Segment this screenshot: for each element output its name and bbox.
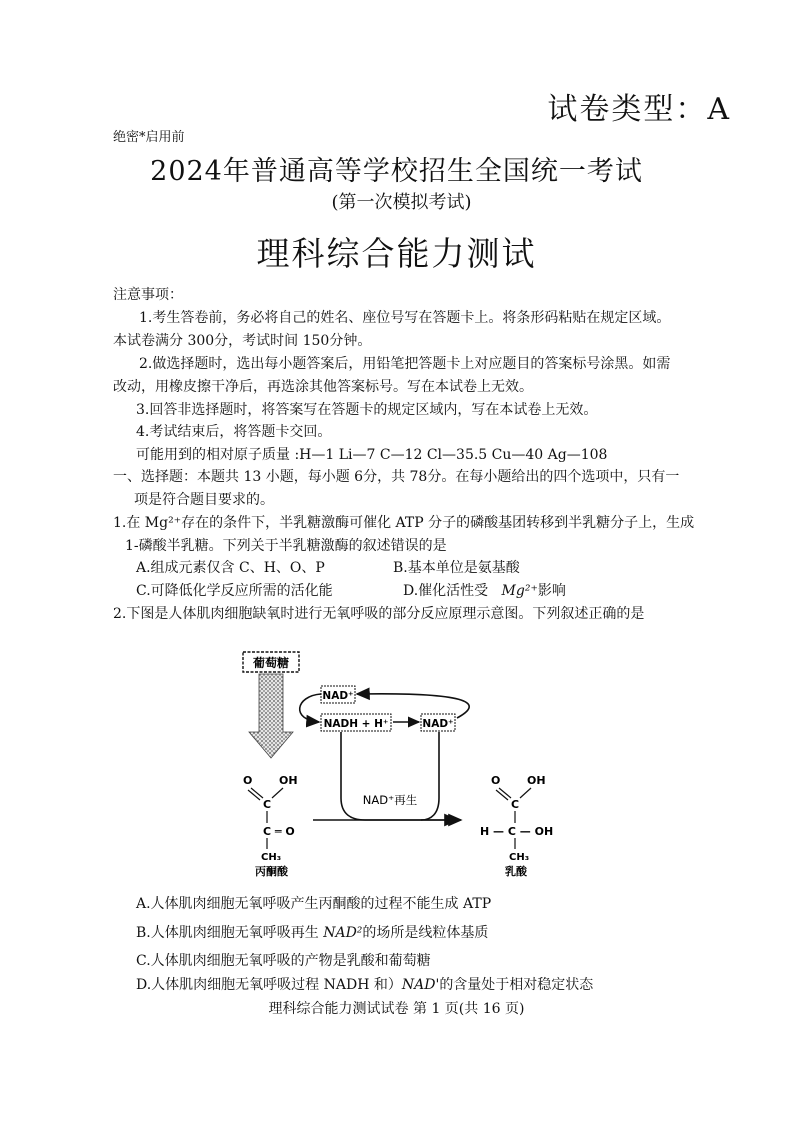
- q2-option-d-nad: NAD': [401, 977, 440, 993]
- notice-item-2a: 2.做选择题时，选出每小题答案后，用铅笔把答题卡上对应题目的答案标号涂黑。如需: [139, 356, 671, 372]
- pyruvate-OH: OH: [279, 774, 298, 787]
- nad-reduction-arrow: [300, 694, 321, 722]
- q2-option-b-suffix: 的场所是线粒体基质: [362, 925, 489, 941]
- notice-item-4: 4.考试结束后，将答题卡交回。: [136, 424, 332, 440]
- q1-option-b: B.基本单位是氨基酸: [393, 560, 520, 576]
- section1-heading-b: 项是符合题目要求的。: [134, 492, 274, 508]
- pyruvate-C1: C: [263, 798, 272, 811]
- pyruvate-CH3: CH₃: [261, 852, 282, 863]
- notice-item-1a: 1.考生答卷前，务必将自己的姓名、座位号写在答题卡上。将条形码粘贴在规定区域。: [139, 310, 671, 326]
- atomic-mass-line: 可能用到的相对原子质量 :H—1 Li—7 C—12 Cl—35.5 Cu—40 Ag—108: [136, 447, 608, 463]
- q2-option-b: [136, 922, 488, 942]
- q1-option-a: A.组成元素仅含 C、H、O、P: [136, 560, 325, 576]
- q2-option-a: A.人体肌肉细胞无氧呼吸产生丙酮酸的过程不能生成 ATP: [136, 896, 492, 912]
- q1-option-d-prefix: D.催化活性受: [403, 583, 489, 599]
- q2-stem: 2.下图是人体肌肉细胞缺氧时进行无氧呼吸的部分反应原理示意图。下列叙述正确的是: [113, 606, 645, 622]
- main-title: 2024年普通高等学校招生全国统一考试: [150, 156, 643, 187]
- q1-option-d-suffix: 影响: [537, 583, 566, 599]
- notice-item-2b: 改动，用橡皮擦干净后，再选涂其他答案标号。写在本试卷上无效。: [113, 379, 533, 395]
- diagram-svg: [225, 648, 565, 880]
- page-footer: 理科综合能力测试试卷 第 1 页(共 16 页): [268, 1001, 525, 1017]
- lactate-C1: C: [511, 798, 520, 811]
- secret-label: 绝密*启用前: [113, 130, 185, 145]
- lactate-O: O: [491, 774, 501, 787]
- paper-type-label: 试卷类型：A: [547, 92, 731, 127]
- notice-heading: 注意事项：: [113, 287, 183, 303]
- q1-option-c: C.可降低化学反应所需的活化能: [136, 583, 333, 599]
- q2-option-c: C.人体肌肉细胞无氧呼吸的产物是乳酸和葡萄糖: [136, 953, 431, 969]
- nadh-label: NADH + H⁺: [323, 718, 389, 730]
- pyruvate-label: 丙酮酸: [255, 865, 288, 878]
- anaerobic-respiration-diagram: [225, 648, 565, 880]
- sub-title: (第一次模拟考试): [331, 192, 472, 213]
- lactate-middle: H — C — OH: [480, 825, 554, 838]
- pyruvate-carbonyl: C ═ O: [263, 825, 295, 838]
- q2-option-d-prefix: D.人体肌肉细胞无氧呼吸过程 NADH 和）: [136, 977, 402, 993]
- nad-regeneration-label: NAD⁺再生: [362, 793, 418, 807]
- q2-option-b-nad: NAD²: [323, 925, 363, 941]
- q2-option-d: [136, 974, 593, 994]
- q2-option-d-suffix: 的含量处于相对稳定状态: [439, 977, 594, 993]
- q1-stem-a: 1.在 Mg²⁺存在的条件下，半乳糖激酶可催化 ATP 分子的磷酸基团转移到半乳糖分子上，生成: [113, 515, 695, 531]
- glycolysis-arrow: [249, 674, 293, 758]
- q1-option-d-ion: Mg²⁺: [501, 583, 538, 599]
- regeneration-curve-right: [421, 732, 439, 820]
- glucose-label: 葡萄糖: [252, 656, 290, 670]
- notice-item-1b: 本试卷满分 300分，考试时间 150分钟。: [113, 333, 372, 349]
- q1-option-d: [403, 580, 566, 600]
- q2-option-b-prefix: B.人体肌肉细胞无氧呼吸再生: [136, 925, 319, 941]
- pyruvate-O: O: [243, 774, 253, 787]
- notice-item-3: 3.回答非选择题时，将答案写在答题卡的规定区域内，写在本试卷上无效。: [136, 402, 598, 418]
- q1-stem-b: 1-磷酸半乳糖。下列关于半乳糖激酶的叙述错误的是: [125, 538, 447, 554]
- section1-heading-a: 一、选择题：本题共 13 小题，每小题 6分，共 78分。在每小题给出的四个选项中，只有一: [113, 469, 680, 485]
- lactate-CH3: CH₃: [509, 852, 530, 863]
- lactate-OH: OH: [527, 774, 546, 787]
- lactate-label: 乳酸: [505, 865, 527, 878]
- nad-right-label: NAD⁺: [422, 718, 454, 730]
- paper-name: 理科综合能力测试: [256, 234, 537, 273]
- nad-top-label: NAD⁺: [322, 690, 354, 702]
